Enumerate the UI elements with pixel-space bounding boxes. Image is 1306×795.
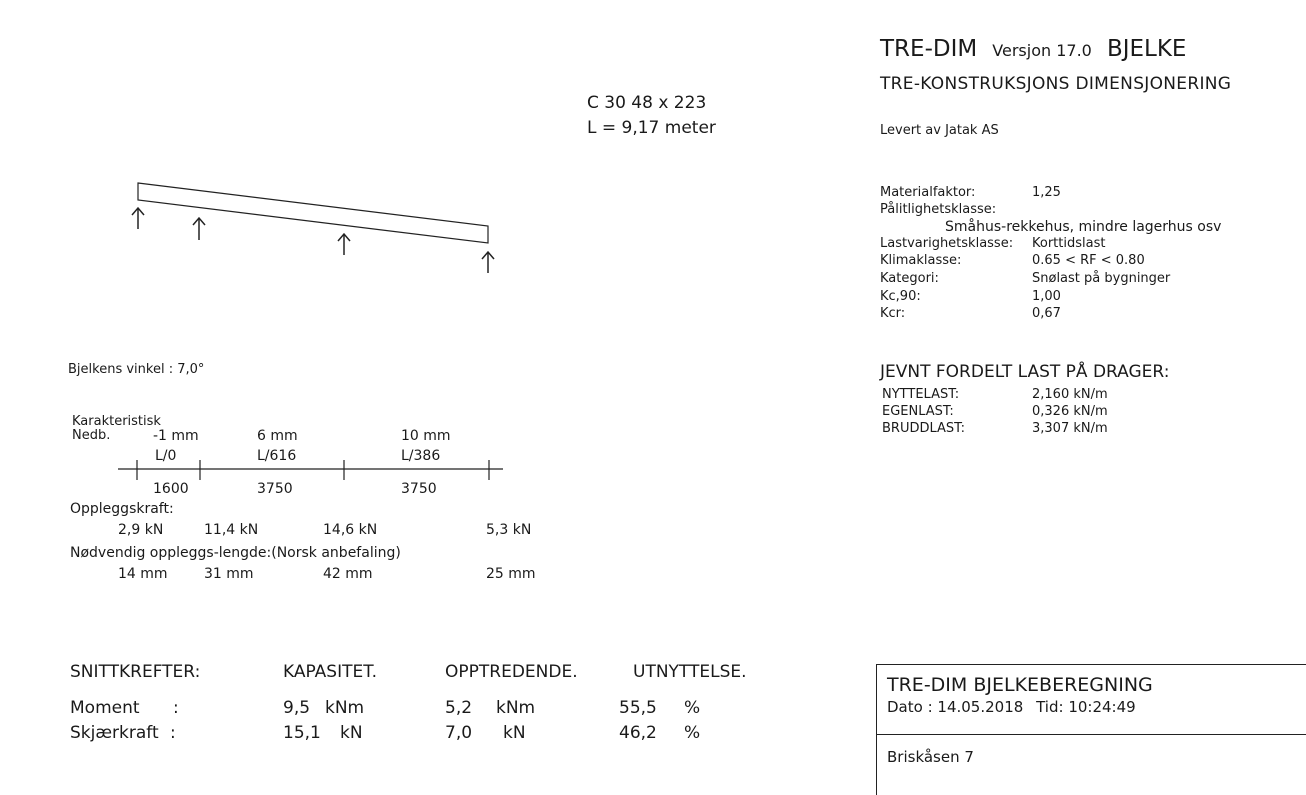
force-util-unit: % [684, 698, 701, 718]
beam-angle: Bjelkens vinkel : 7,0° [68, 362, 205, 377]
footer-divider [876, 734, 1306, 735]
support-length-value: 31 mm [204, 566, 254, 582]
span-line [0, 0, 560, 500]
prop-value: 0.65 < RF < 0.80 [1032, 253, 1145, 268]
deflection-ratio: L/386 [401, 448, 441, 464]
deflection-label: Nedb. [72, 428, 111, 443]
supplier-label: Levert av Jatak AS [880, 123, 999, 138]
program-title [880, 36, 1186, 62]
load-title: JEVNT FORDELT LAST PÅ DRAGER: [880, 362, 1170, 382]
force-capacity: 15,1 [283, 723, 321, 743]
span-length: 3750 [401, 481, 437, 497]
force-capacity-unit: kNm [325, 698, 365, 718]
time-label: Tid: [1036, 698, 1064, 716]
prop-value: Snølast på bygninger [1032, 271, 1171, 286]
force-util-unit: % [684, 723, 701, 743]
prop-value: 0,67 [1032, 306, 1061, 321]
force-util: 46,2 [619, 723, 657, 743]
load-label: BRUDDLAST: [882, 421, 966, 436]
load-label: NYTTELAST: [882, 387, 960, 402]
force-name: Skjærkraft [70, 723, 159, 743]
support-force-title: Oppleggskraft: [70, 501, 174, 517]
deflection-ratio: L/0 [155, 448, 177, 464]
brand-name: TRE-DIM [880, 36, 978, 62]
force-capacity-unit: kN [340, 723, 363, 743]
support-length-value: 42 mm [323, 566, 373, 582]
calc-type: BJELKE [1106, 36, 1187, 62]
forces-header: OPPTREDENDE. [445, 662, 578, 682]
date-label: Dato : [887, 698, 933, 716]
prop-label: Pålitlighetsklasse: [880, 202, 997, 217]
load-value: 3,307 kN/m [1032, 421, 1108, 436]
support-force-value: 5,3 kN [486, 522, 532, 538]
support-force-value: 2,9 kN [118, 522, 164, 538]
support-force-value: 14,6 kN [323, 522, 378, 538]
force-actual: 5,2 [445, 698, 473, 718]
force-sep: : [170, 723, 176, 743]
footer-datetime [887, 698, 1136, 716]
deflection-title: Karakteristisk [72, 414, 161, 429]
force-capacity: 9,5 [283, 698, 311, 718]
prop-label: Kcr: [880, 306, 906, 321]
load-value: 2,160 kN/m [1032, 387, 1108, 402]
forces-header: KAPASITET. [283, 662, 377, 682]
footer-title: TRE-DIM BJELKEBEREGNING [887, 674, 1153, 696]
prop-value: Småhus-rekkehus, mindre lagerhus osv [945, 219, 1222, 235]
support-length-title: Nødvendig oppleggs-lengde:(Norsk anbefaling) [70, 545, 401, 561]
prop-label: Materialfaktor: [880, 185, 976, 200]
support-length-value: 25 mm [486, 566, 536, 582]
span-length: 3750 [257, 481, 293, 497]
deflection-mm: 10 mm [401, 428, 451, 444]
support-force-value: 11,4 kN [204, 522, 259, 538]
deflection-ratio: L/616 [257, 448, 297, 464]
prop-value: 1,00 [1032, 289, 1061, 304]
force-actual-unit: kNm [496, 698, 536, 718]
prop-label: Klimaklasse: [880, 253, 962, 268]
date-value: 14.05.2018 [937, 698, 1024, 716]
force-sep: : [173, 698, 179, 718]
deflection-mm: -1 mm [153, 428, 199, 444]
beam-length: L = 9,17 meter [587, 118, 716, 138]
prop-value: Korttidslast [1032, 236, 1106, 251]
prop-label: Kc,90: [880, 289, 921, 304]
time-value: 10:24:49 [1068, 698, 1136, 716]
deflection-mm: 6 mm [257, 428, 298, 444]
load-label: EGENLAST: [882, 404, 954, 419]
forces-header: UTNYTTELSE. [633, 662, 747, 682]
force-name: Moment [70, 698, 140, 718]
span-length: 1600 [153, 481, 189, 497]
forces-header: SNITTKREFTER: [70, 662, 201, 682]
support-length-value: 14 mm [118, 566, 168, 582]
force-actual: 7,0 [445, 723, 473, 743]
project-name: Briskåsen 7 [887, 748, 974, 766]
force-actual-unit: kN [503, 723, 526, 743]
prop-value: 1,25 [1032, 185, 1061, 200]
program-subtitle: TRE-KONSTRUKSJONS DIMENSJONERING [880, 74, 1232, 94]
force-util: 55,5 [619, 698, 657, 718]
load-value: 0,326 kN/m [1032, 404, 1108, 419]
version-label: Versjon 17.0 [992, 41, 1092, 60]
prop-label: Lastvarighetsklasse: [880, 236, 1014, 251]
beam-spec: C 30 48 x 223 [587, 93, 707, 113]
prop-label: Kategori: [880, 271, 939, 286]
